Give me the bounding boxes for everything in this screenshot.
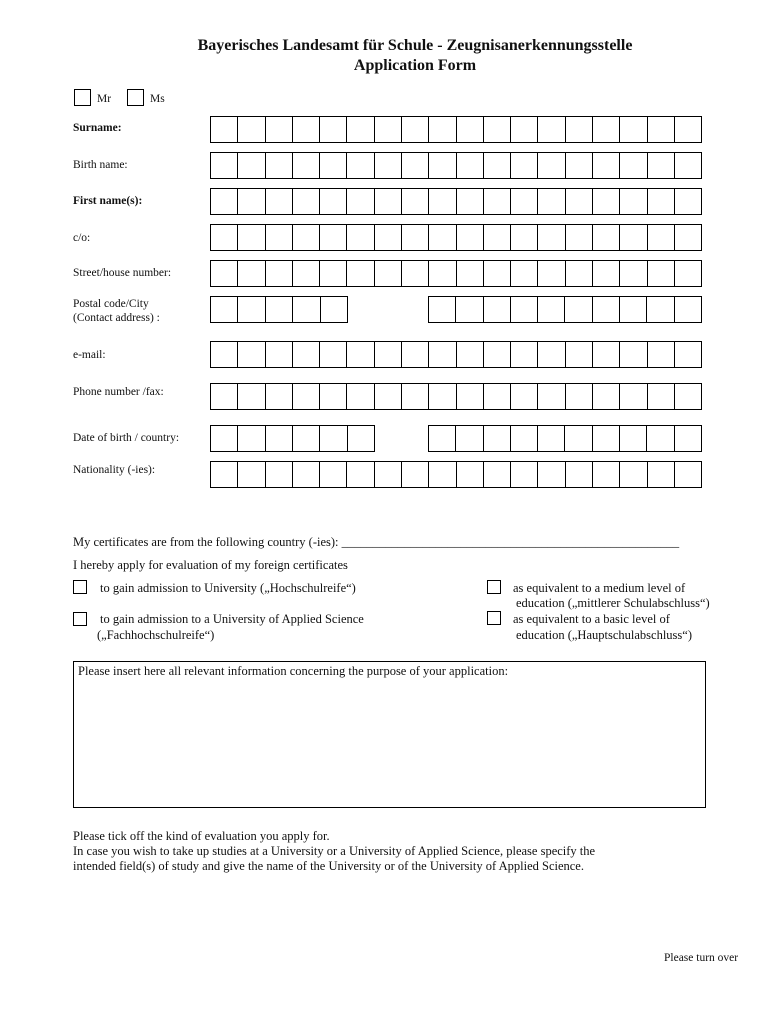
grid-cell[interactable] [292,117,319,142]
grid-cell[interactable] [483,384,510,409]
grid-cell[interactable] [619,153,646,178]
grid-cell[interactable] [592,153,619,178]
grid-cell[interactable] [456,261,483,286]
grid-cell[interactable] [292,153,319,178]
grid-cell[interactable] [237,384,264,409]
grid-cell[interactable] [674,225,701,250]
grid-cell[interactable] [374,261,401,286]
grid-cell[interactable] [374,117,401,142]
grid-cell[interactable] [347,426,374,451]
country-grid[interactable] [428,425,702,452]
grid-cell[interactable] [346,384,373,409]
grid-cell[interactable] [428,384,455,409]
grid-cell[interactable] [483,342,510,367]
grid-cell[interactable] [537,189,564,214]
co-grid[interactable] [210,224,702,251]
grid-cell[interactable] [510,153,537,178]
grid-cell[interactable] [428,189,455,214]
note-line3: intended field(s) of study and give the name of the University or of the University of Applied Science. [73,859,584,873]
grid-cell[interactable] [647,261,674,286]
grid-cell[interactable] [401,225,428,250]
grid-cell[interactable] [510,384,537,409]
applied-science-option-line1: to gain admission to a University of Applied Science [100,612,364,626]
grid-cell[interactable] [510,261,537,286]
co-label: c/o: [73,232,91,244]
grid-cell[interactable] [592,462,619,487]
surname-grid[interactable] [210,116,702,143]
grid-cell[interactable] [674,462,701,487]
birth-name-grid[interactable] [210,152,702,179]
email-label: e-mail: [73,349,106,361]
grid-cell[interactable] [537,153,564,178]
grid-cell[interactable] [647,117,674,142]
grid-cell[interactable] [211,384,237,409]
grid-cell[interactable] [265,462,292,487]
grid-cell[interactable] [674,261,701,286]
grid-cell[interactable] [346,117,373,142]
grid-cell[interactable] [211,117,237,142]
grid-cell[interactable] [292,297,319,322]
grid-cell[interactable] [537,342,564,367]
dob-grid[interactable] [210,425,375,452]
nationality-label: Nationality (-ies): [73,464,156,476]
note-line2: In case you wish to take up studies at a University or a University of Applied Science, please specify the [73,844,596,858]
grid-cell[interactable] [674,342,701,367]
grid-cell[interactable] [237,426,264,451]
grid-cell[interactable] [483,261,510,286]
grid-cell[interactable] [428,117,455,142]
first-names-grid[interactable] [210,188,702,215]
grid-cell[interactable] [592,384,619,409]
grid-cell[interactable] [537,261,564,286]
grid-cell[interactable] [537,297,564,322]
university-option: to gain admission to University („Hochschulreife“) [100,581,356,595]
postal-label-line1: Postal code/City [73,298,149,310]
grid-cell[interactable] [374,342,401,367]
grid-cell[interactable] [374,384,401,409]
grid-cell[interactable] [320,297,347,322]
university-checkbox[interactable] [73,580,87,594]
grid-cell[interactable] [646,297,673,322]
grid-cell[interactable] [456,225,483,250]
grid-cell[interactable] [647,462,674,487]
country-line[interactable]: My certificates are from the following country (-ies): ______________________________________________________ [73,535,680,549]
grid-cell[interactable] [565,462,592,487]
mr-label: Mr [97,93,112,105]
grid-cell[interactable] [319,189,346,214]
grid-cell[interactable] [537,384,564,409]
grid-cell[interactable] [674,426,701,451]
grid-cell[interactable] [401,462,428,487]
grid-cell[interactable] [319,261,346,286]
grid-cell[interactable] [674,189,701,214]
grid-cell[interactable] [319,117,346,142]
grid-cell[interactable] [428,261,455,286]
grid-cell[interactable] [319,384,346,409]
grid-cell[interactable] [211,153,237,178]
medium-level-checkbox[interactable] [487,580,501,594]
grid-cell[interactable] [456,462,483,487]
medium-level-option-line2: education („mittlerer Schulabschluss“) [516,596,710,610]
grid-cell[interactable] [374,189,401,214]
grid-cell[interactable] [565,384,592,409]
grid-cell[interactable] [674,117,701,142]
grid-cell[interactable] [456,189,483,214]
grid-cell[interactable] [483,426,510,451]
grid-cell[interactable] [346,261,373,286]
dob-label: Date of birth / country: [73,432,180,444]
postal-label-line2: (Contact address) : [73,312,160,324]
grid-cell[interactable] [237,117,264,142]
mr-checkbox[interactable] [74,89,91,106]
grid-cell[interactable] [510,189,537,214]
grid-cell[interactable] [346,153,373,178]
grid-cell[interactable] [537,225,564,250]
grid-cell[interactable] [237,261,264,286]
grid-cell[interactable] [592,342,619,367]
grid-cell[interactable] [565,342,592,367]
grid-cell[interactable] [592,189,619,214]
grid-cell[interactable] [428,462,455,487]
footer-turn-over: Please turn over [664,952,739,964]
grid-cell[interactable] [674,384,701,409]
grid-cell[interactable] [211,426,237,451]
applied-science-checkbox[interactable] [73,612,87,626]
grid-cell[interactable] [619,462,646,487]
grid-cell[interactable] [674,297,701,322]
grid-cell[interactable] [564,297,591,322]
grid-cell[interactable] [455,426,482,451]
grid-cell[interactable] [401,342,428,367]
note-line1: Please tick off the kind of evaluation you apply for. [73,829,330,843]
grid-cell[interactable] [456,153,483,178]
grid-cell[interactable] [265,117,292,142]
nationality-grid[interactable] [210,461,702,488]
surname-label: Surname: [73,122,122,134]
grid-cell[interactable] [647,189,674,214]
grid-cell[interactable] [619,297,646,322]
basic-level-option-line2: education („Hauptschulabschluss“) [516,628,692,642]
grid-cell[interactable] [429,297,455,322]
grid-cell[interactable] [510,225,537,250]
grid-cell[interactable] [510,426,537,451]
grid-cell[interactable] [374,225,401,250]
grid-cell[interactable] [619,117,646,142]
grid-cell[interactable] [565,117,592,142]
grid-cell[interactable] [211,189,237,214]
purpose-textbox[interactable] [73,661,706,808]
grid-cell[interactable] [319,225,346,250]
postal-code-grid[interactable] [210,296,348,323]
grid-cell[interactable] [265,297,292,322]
grid-cell[interactable] [537,117,564,142]
grid-cell[interactable] [319,426,346,451]
grid-cell[interactable] [428,153,455,178]
grid-cell[interactable] [510,117,537,142]
grid-cell[interactable] [374,153,401,178]
grid-cell[interactable] [565,153,592,178]
phone-label: Phone number /fax: [73,386,164,398]
form-title: Bayerisches Landesamt für Schule - Zeugnisanerkennungsstelle [197,37,633,54]
grid-cell[interactable] [592,426,619,451]
grid-cell[interactable] [346,225,373,250]
grid-cell[interactable] [319,153,346,178]
grid-cell[interactable] [265,261,292,286]
grid-cell[interactable] [292,225,319,250]
grid-cell[interactable] [265,384,292,409]
first-names-label: First name(s): [73,195,143,207]
street-grid[interactable] [210,260,702,287]
grid-cell[interactable] [537,426,564,451]
grid-cell[interactable] [428,225,455,250]
grid-cell[interactable] [211,297,237,322]
grid-cell[interactable] [374,462,401,487]
grid-cell[interactable] [483,189,510,214]
form-subtitle: Application Form [353,57,477,74]
grid-cell[interactable] [455,297,482,322]
grid-cell[interactable] [483,117,510,142]
grid-cell[interactable] [565,189,592,214]
birth-name-label: Birth name: [73,159,128,171]
grid-cell[interactable] [346,462,373,487]
grid-cell[interactable] [456,342,483,367]
grid-cell[interactable] [401,261,428,286]
grid-cell[interactable] [265,189,292,214]
grid-cell[interactable] [401,189,428,214]
grid-cell[interactable] [237,225,264,250]
grid-cell[interactable] [292,462,319,487]
grid-cell[interactable] [292,426,319,451]
grid-cell[interactable] [211,225,237,250]
grid-cell[interactable] [646,426,673,451]
grid-cell[interactable] [483,153,510,178]
email-grid[interactable] [210,341,702,368]
ms-checkbox[interactable] [127,89,144,106]
grid-cell[interactable] [592,225,619,250]
grid-cell[interactable] [401,384,428,409]
grid-cell[interactable] [211,462,237,487]
grid-cell[interactable] [292,342,319,367]
basic-level-option-line1: as equivalent to a basic level of [513,612,670,626]
grid-cell[interactable] [237,189,264,214]
grid-cell[interactable] [565,225,592,250]
grid-cell[interactable] [237,342,264,367]
grid-cell[interactable] [211,261,237,286]
grid-cell[interactable] [292,261,319,286]
grid-cell[interactable] [510,342,537,367]
grid-cell[interactable] [237,297,264,322]
grid-cell[interactable] [510,462,537,487]
grid-cell[interactable] [565,261,592,286]
grid-cell[interactable] [647,342,674,367]
grid-cell[interactable] [429,426,455,451]
apply-label: I hereby apply for evaluation of my foreign certificates [73,558,348,572]
grid-cell[interactable] [483,297,510,322]
grid-cell[interactable] [619,384,646,409]
grid-cell[interactable] [674,153,701,178]
basic-level-checkbox[interactable] [487,611,501,625]
grid-cell[interactable] [319,462,346,487]
grid-cell[interactable] [265,426,292,451]
grid-cell[interactable] [265,342,292,367]
grid-cell[interactable] [619,261,646,286]
grid-cell[interactable] [647,153,674,178]
grid-cell[interactable] [401,153,428,178]
grid-cell[interactable] [456,384,483,409]
grid-cell[interactable] [428,342,455,367]
grid-cell[interactable] [619,426,646,451]
grid-cell[interactable] [237,153,264,178]
phone-grid[interactable] [210,383,702,410]
grid-cell[interactable] [483,225,510,250]
grid-cell[interactable] [237,462,264,487]
purpose-prompt: Please insert here all relevant information concerning the purpose of your application: [78,664,509,678]
grid-cell[interactable] [483,462,510,487]
grid-cell[interactable] [346,342,373,367]
grid-cell[interactable] [592,117,619,142]
grid-cell[interactable] [265,153,292,178]
grid-cell[interactable] [619,189,646,214]
grid-cell[interactable] [292,384,319,409]
grid-cell[interactable] [592,297,619,322]
grid-cell[interactable] [401,117,428,142]
grid-cell[interactable] [346,189,373,214]
grid-cell[interactable] [456,117,483,142]
grid-cell[interactable] [619,342,646,367]
applied-science-option-line2: („Fachhochschulreife“) [97,628,215,642]
grid-cell[interactable] [564,426,591,451]
city-grid[interactable] [428,296,702,323]
grid-cell[interactable] [292,189,319,214]
grid-cell[interactable] [510,297,537,322]
grid-cell[interactable] [319,342,346,367]
grid-cell[interactable] [619,225,646,250]
street-label: Street/house number: [73,267,172,279]
grid-cell[interactable] [647,384,674,409]
medium-level-option-line1: as equivalent to a medium level of [513,581,686,595]
grid-cell[interactable] [592,261,619,286]
grid-cell[interactable] [537,462,564,487]
ms-label: Ms [150,93,165,105]
grid-cell[interactable] [647,225,674,250]
grid-cell[interactable] [265,225,292,250]
grid-cell[interactable] [211,342,237,367]
